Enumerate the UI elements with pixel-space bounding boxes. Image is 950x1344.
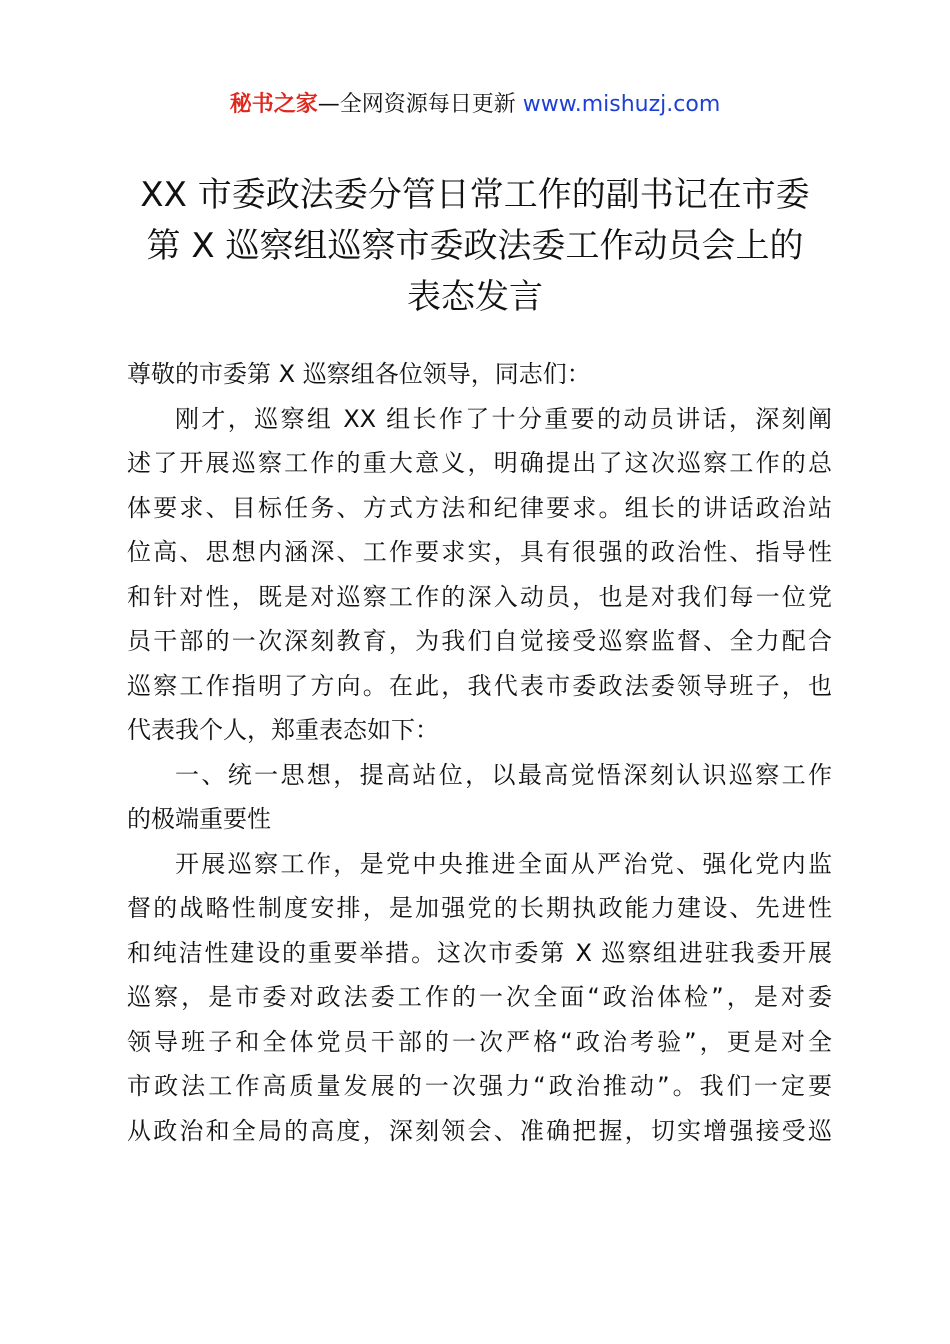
section-heading <box>127 753 832 842</box>
salutation: 尊敬的市委第 X 巡察组各位领导，同志们： <box>127 360 591 388</box>
paragraph-line: 巡察，是市委对政法委工作的一次全面“政治体检”，是对委 <box>127 983 832 1011</box>
paragraph-line: 巡察工作指明了方向。在此，我代表市委政法委领导班子，也 <box>127 671 832 700</box>
paragraph-line: 督的战略性制度安排，是加强党的长期执政能力建设、先进性 <box>127 894 832 922</box>
heading-line: 的极端重要性 <box>127 805 271 833</box>
paragraph-line: 从政治和全局的高度，深刻领会、准确把握，切实增强接受巡 <box>127 1116 832 1145</box>
site-header <box>0 88 950 122</box>
paragraph-line: 体要求、目标任务、方式方法和纪律要求。组长的讲话政治站 <box>127 493 832 522</box>
paragraph-line: 和纯洁性建设的重要举措。这次市委第 X 巡察组进驻我委开展 <box>127 938 832 967</box>
document-title <box>100 170 850 323</box>
paragraph-line: 领导班子和全体党员干部的一次严格“政治考验”，更是对全 <box>127 1027 832 1056</box>
paragraph-line: 和针对性，既是对巡察工作的深入动员，也是对我们每一位党 <box>127 582 832 611</box>
paragraph-line: 员干部的一次深刻教育，为我们自觉接受巡察监督、全力配合 <box>127 627 832 655</box>
document-body <box>127 352 832 1153</box>
paragraph-line: 刚才，巡察组 XX 组长作了十分重要的动员讲话，深刻阐 <box>175 404 832 433</box>
title-line: XX 市委政法委分管日常工作的副书记在市委 <box>140 175 810 215</box>
paragraph-line: 代表我个人，郑重表态如下： <box>127 716 439 744</box>
paragraph-section-1 <box>127 842 832 1154</box>
paragraph-line: 述了开展巡察工作的重大意义，明确提出了这次巡察工作的总 <box>127 449 832 477</box>
site-tagline: —全网资源每日更新 <box>317 92 523 117</box>
paragraph-line: 开展巡察工作，是党中央推进全面从严治党、强化党内监 <box>175 849 832 878</box>
site-url-link[interactable]: www.mishuzj.com <box>522 92 721 117</box>
title-line: 表态发言 <box>407 277 543 317</box>
heading-line: 一、统一思想，提高站位，以最高觉悟深刻认识巡察工作 <box>175 760 832 789</box>
paragraph-intro <box>127 397 832 753</box>
paragraph-line: 市政法工作高质量发展的一次强力“政治推动”。我们一定要 <box>127 1072 832 1100</box>
title-line: 第 X 巡察组巡察市委政法委工作动员会上的 <box>146 226 804 266</box>
site-brand: 秘书之家 <box>229 92 318 117</box>
paragraph-line: 位高、思想内涵深、工作要求实，具有很强的政治性、指导性 <box>127 538 832 566</box>
